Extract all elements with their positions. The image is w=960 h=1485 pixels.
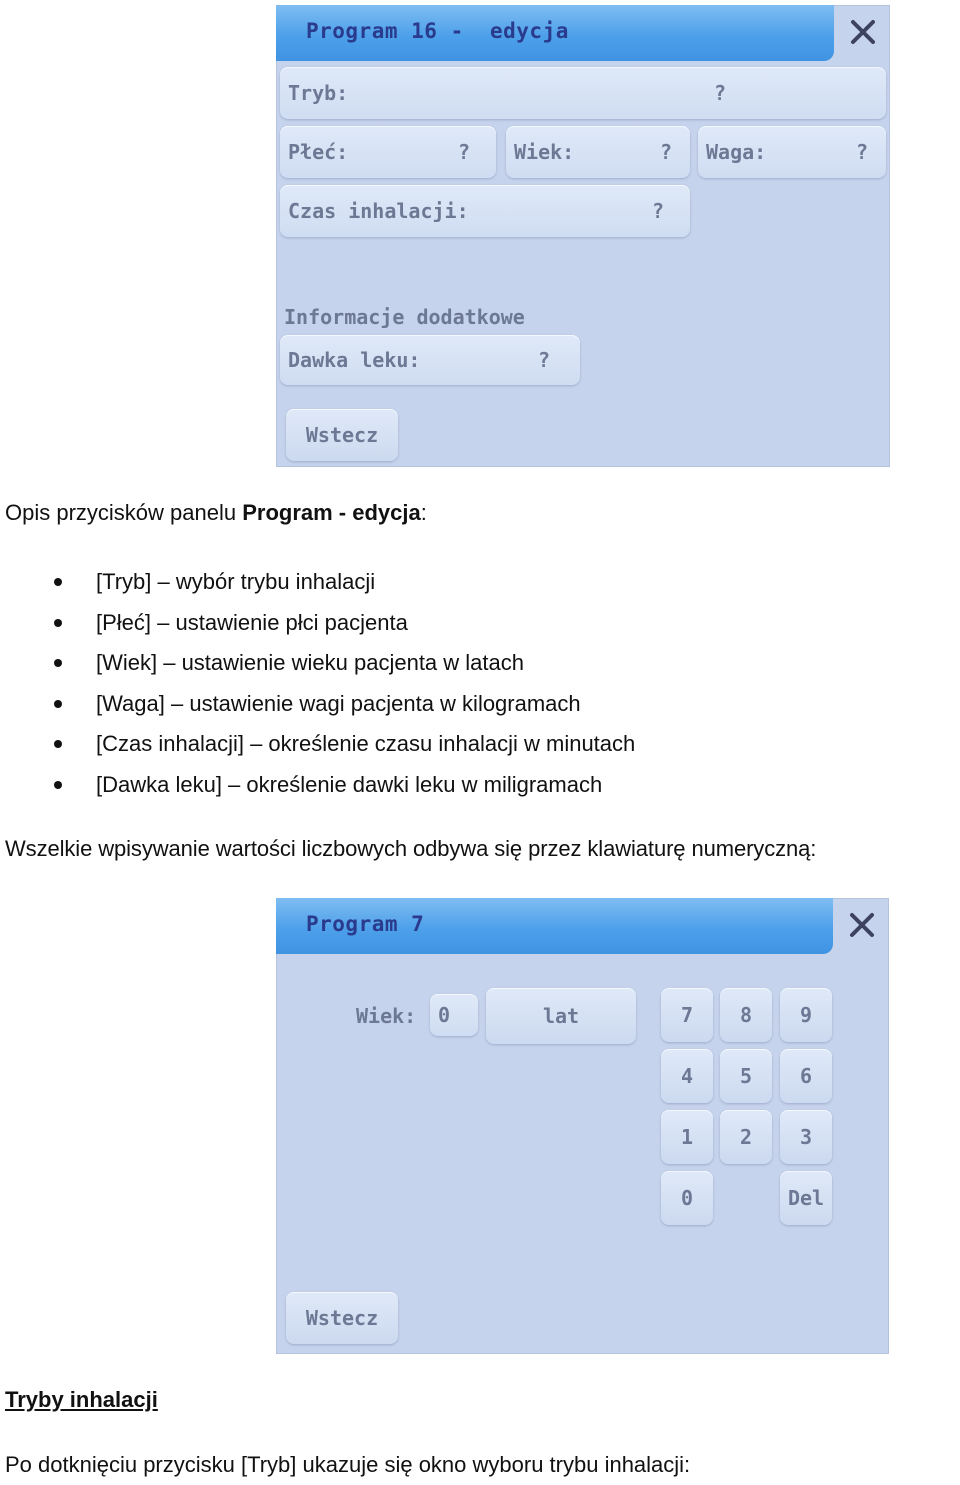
section-heading: Tryby inhalacji xyxy=(5,1387,158,1412)
close-button[interactable] xyxy=(841,904,883,946)
key-1[interactable]: 1 xyxy=(661,1110,713,1164)
key-6[interactable]: 6 xyxy=(780,1049,832,1103)
plec-value: ? xyxy=(458,140,471,164)
key-7[interactable]: 7 xyxy=(661,988,713,1042)
keypad-screenshot xyxy=(276,898,889,1354)
dawka-leku-label: Dawka leku: xyxy=(288,348,421,372)
wiek-value: 0 xyxy=(438,1003,451,1027)
final-line: Po dotknięciu przycisku [Tryb] ukazuje się okno wyboru trybu inhalacji: xyxy=(5,1452,691,1477)
extra-info-label: Informacje dodatkowe xyxy=(284,305,525,329)
title-bar xyxy=(276,5,834,61)
bullet-icon xyxy=(54,578,62,586)
czas-inhalacji-value: ? xyxy=(652,199,665,223)
key-2[interactable]: 2 xyxy=(720,1110,772,1164)
plec-label: Płeć: xyxy=(288,140,349,164)
plec-button[interactable] xyxy=(280,126,496,178)
close-x-icon xyxy=(848,911,876,939)
wiek-label: Wiek: xyxy=(514,140,575,164)
wiek-input[interactable] xyxy=(430,994,478,1036)
dawka-leku-value: ? xyxy=(538,348,551,372)
bullet-icon xyxy=(54,659,62,667)
wiek-button[interactable] xyxy=(506,126,690,178)
intro-paragraph xyxy=(5,500,427,526)
panel-title: Program 7 xyxy=(306,912,425,936)
waga-label: Waga: xyxy=(706,140,767,164)
intro-suffix: : xyxy=(420,500,427,525)
key-5[interactable]: 5 xyxy=(720,1049,772,1103)
back-label: Wstecz xyxy=(305,423,379,447)
czas-inhalacji-label: Czas inhalacji: xyxy=(288,199,469,223)
waga-value: ? xyxy=(856,140,869,164)
panel-title: Program 16 - edycja xyxy=(306,19,569,43)
waga-button[interactable] xyxy=(698,126,886,178)
tryb-value: ? xyxy=(714,81,727,105)
bullet-icon xyxy=(54,700,62,708)
dawka-leku-button[interactable] xyxy=(280,335,580,385)
close-button[interactable] xyxy=(842,11,884,53)
bullet-icon xyxy=(54,781,62,789)
key-9[interactable]: 9 xyxy=(780,988,832,1042)
intro-bold: Program - edycja xyxy=(242,500,421,525)
bullet-icon xyxy=(54,619,62,627)
tryb-label: Tryb: xyxy=(288,81,349,105)
program-edit-screenshot xyxy=(276,5,890,467)
tryb-button[interactable] xyxy=(280,67,886,119)
key-3[interactable]: 3 xyxy=(780,1110,832,1164)
wiek-value: ? xyxy=(660,140,673,164)
unit-lat-label: lat xyxy=(542,1004,580,1028)
key-4[interactable]: 4 xyxy=(661,1049,713,1103)
czas-inhalacji-button[interactable] xyxy=(280,185,690,237)
key-0[interactable]: 0 xyxy=(661,1171,713,1225)
back-button[interactable] xyxy=(286,409,398,461)
key-del[interactable]: Del xyxy=(780,1171,832,1225)
key-8[interactable]: 8 xyxy=(720,988,772,1042)
back-label: Wstecz xyxy=(305,1306,379,1330)
intro-prefix: Opis przycisków panelu xyxy=(5,500,243,525)
back-button[interactable] xyxy=(286,1292,398,1344)
bullet-icon xyxy=(54,740,62,748)
close-x-icon xyxy=(849,18,877,46)
title-bar xyxy=(276,898,833,954)
unit-lat-button[interactable] xyxy=(486,988,636,1044)
wiek-label: Wiek: xyxy=(356,1004,417,1028)
keypad-note: Wszelkie wpisywanie wartości liczbowych odbywa się przez klawiaturę numeryczną: xyxy=(5,836,817,861)
